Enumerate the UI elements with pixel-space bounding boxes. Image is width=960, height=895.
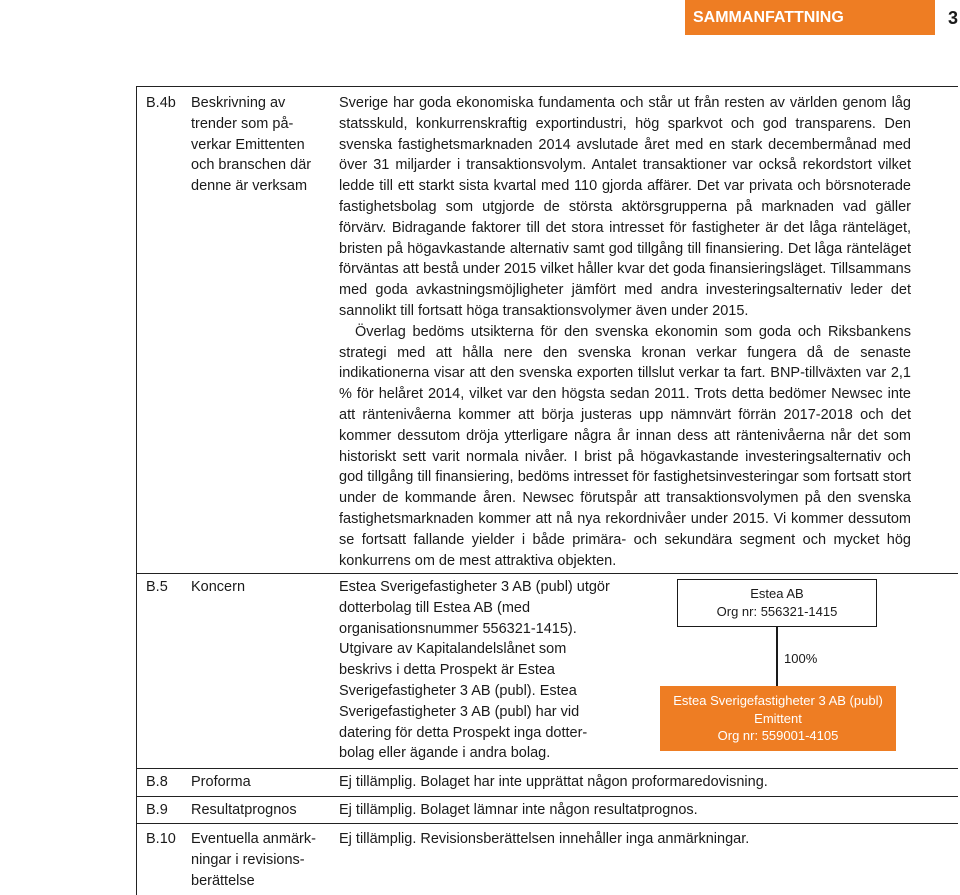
row-title: Resultatprognos [191,802,297,818]
row-number: B.5 [146,579,168,595]
issuer-org: Org nr: 559001-4105 [717,728,839,743]
paragraph: Överlag bedöms utsikterna för den svenska ekonomin som goda och Riksbankens strategi med att hålla nere den svenska kronan verkar fungera då de senaste indikationerna visar att den svenska exporten tillslut verkar ta fart. BNP-tillväxten var 2,1 % för helåret 2014, vilket var den högsta sedan 2011. Trots detta bedömer Newsec inte att räntenivåerna kommer att börja justeras upp nämnvärt förrän 2017-2018 och det kommer dessutom dröja ytterligare några år innan dess att räntenivåerna når det som historiskt sett varit normala nivåer. I brist på högavkastande investeringsalternativ och god tillgång till finansiering, bedöms intresset för fastighetsinvesteringar som fortsatt stort under de kommande åren. Newsec förutspår att transaktionsvolymen på den svenska fastighetsmarknaden kommer att nå nya rekordnivåer under 2015. Vi kommer dessutom se fortsatt fallande yielder i både primära- och sekundära segment och mycket hög konkurrens om de mest attraktiva objekten. [339,323,911,569]
row-text: Ej tillämplig. Bolaget har inte upprättat någon proformaredovisning. [339,774,768,790]
row-number: B.8 [146,774,168,790]
page-number: 3 [948,8,959,28]
row-title: Beskrivning av trender som på- verkar Emittenten och branschen där denne är verksam [191,95,312,195]
parent-company-org: Org nr: 556321-1415 [716,604,838,619]
section-header [685,0,935,35]
table-rule-top [136,86,958,87]
issuer-company-box [660,686,896,751]
row-title: Koncern [191,579,246,595]
group-text: Estea Sverigefastigheter 3 AB (publ) utgör dotterbolag till Estea AB (med organisationsnummer 556321-1415). Utgivare av Kapitalandelslånet som beskrivs i detta Prospekt är Estea Sverigefastigheter 3 AB (publ). Estea Sverigefastigheter 3 AB (publ) har vid datering för detta Prospekt inga dotter- bolag eller ägande i andra bolag. [339,579,610,762]
row-number: B.10 [146,831,176,847]
row-number: B.9 [146,802,168,818]
ownership-percent: 100% [784,651,818,666]
table-rule-b8 [136,768,958,769]
paragraph: Sverige har goda ekonomiska fundamenta och står ut från resten av världen genom låg statsskuld, konkurrenskraftig exportindustri, hög sparkvot och god transparens. Den svenska fastighetsmarknaden 2014 avslutade året med en stark decembermånad med över 31 miljarder i transaktionsvolym. Antalet transaktioner var också rekordstort vilket ledde till ett starkt sista kvartal med 110 gjorda affärer. Det var privata och börsnoterade fastighetsbolag som utgjorde de största aktörsgrupperna på marknaden vad gäller förvärv. Bidragande faktorer till det stora intresset för fastigheter är det låga ränteläget, bristen på högavkastande alternativ samt god tillgång till finansiering. Det låga ränteläget förväntas att bestå under 2015 vilket håller kvar det goda finansieringsläget. Tillsammans med goda avkastningsmöjligheter jämfört med andra investeringsalternativ leder det sannolikt till fortsatt höga transaktionsvolymer även under 2015. [339,95,911,319]
section-title: SAMMANFATTNING [693,9,844,26]
parent-company-name: Estea AB [750,586,804,601]
issuer-role: Emittent [754,710,802,726]
issuer-company-name: Estea Sverigefastigheter 3 AB (publ) [673,693,883,708]
table-rule-b5 [136,573,958,574]
table-rule-left [136,86,137,895]
parent-company-box [677,579,877,627]
ownership-connector [776,627,778,688]
row-text: Ej tillämplig. Bolaget lämnar inte någon resultatprognos. [339,802,698,818]
table-rule-b10 [136,823,958,824]
row-title: Eventuella anmärk- ningar i revisions- berättelse [191,831,316,889]
row-title: Proforma [191,774,251,790]
row-number: B.4b [146,95,176,111]
row-text: Ej tillämplig. Revisionsberättelsen innehåller inga anmärkningar. [339,831,750,847]
table-rule-b9 [136,796,958,797]
market-trends-text [339,93,911,571]
